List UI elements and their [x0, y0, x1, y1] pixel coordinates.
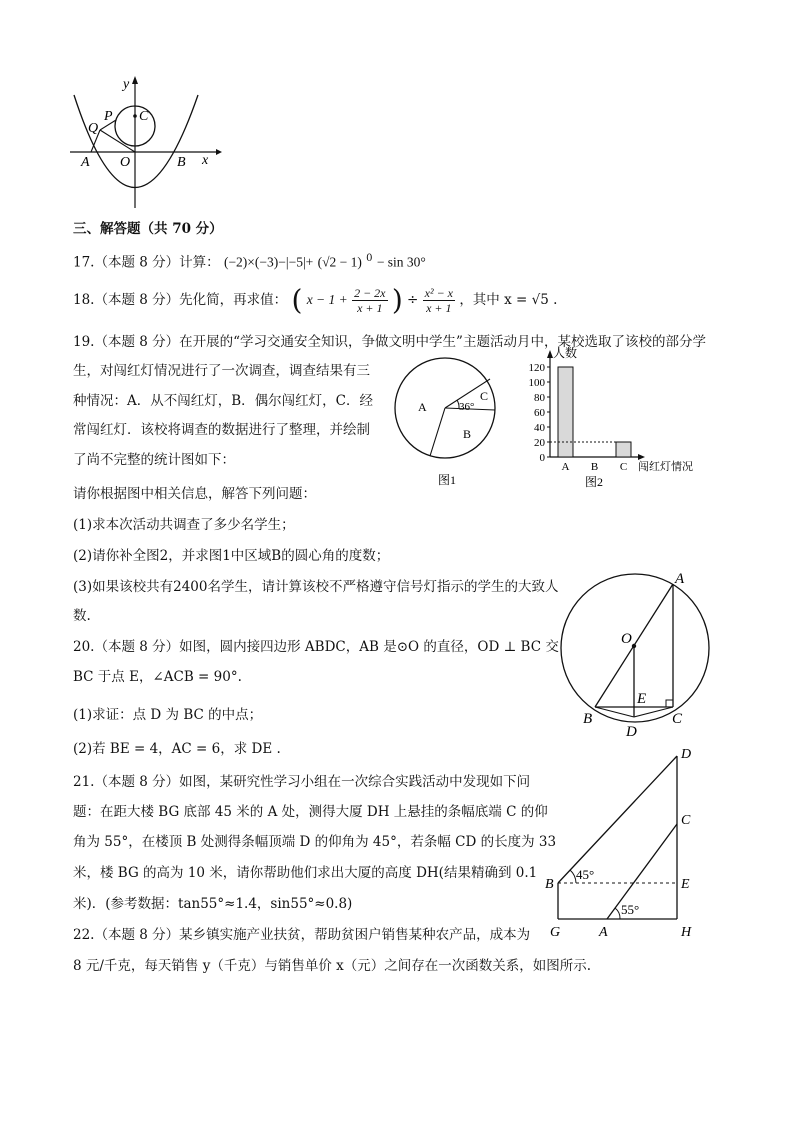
bar-x-arrow-icon — [638, 454, 645, 460]
q22-line2: 8 元/千克，每天销售 y（千克）与销售单价 x（元）之间存在一次函数关系，如图所示. — [73, 958, 592, 974]
bar-ytick-label: 100 — [528, 377, 545, 389]
question-18: 18.（本题 8 分）先化简，再求值： ( x − 1 + $\frac{2 - 2x}{x + 1}$ ) ÷ $\frac{\text{x² − x}}{x + 1}$ ，其中 x = √5 . — [73, 283, 558, 317]
q17-expr-b: − sin 30° — [376, 254, 426, 270]
label-c: C — [672, 711, 683, 727]
label-x: x — [202, 153, 209, 168]
q20-subq1: (1)求证：点 D 为 BC 的中点； — [73, 707, 263, 723]
q19-line3: 种情况：A．从不闯红灯，B．偶尔闯红灯，C．经 — [73, 393, 373, 409]
pie-label-b: B — [463, 427, 472, 441]
bar-caption: 图2 — [585, 475, 604, 489]
q18-lead: 18.（本题 8 分）先化简，再求值： — [73, 292, 288, 308]
q18-frac1-den: x + 1 — [357, 301, 383, 315]
parabola-curve — [74, 95, 198, 188]
q17-lead: 17.（本题 8 分）计算： — [73, 254, 220, 271]
parabola-figure — [68, 70, 228, 210]
bar-ytick-label: 120 — [528, 362, 545, 374]
q21-line5: 米)．(参考数据：tan55°≈1.4，sin55°≈0.8) — [73, 896, 353, 912]
q19-line1: 19.（本题 8 分）在开展的“学习交通安全知识，争做文明中学生”主题活动月中，某校选取了该校的部分学 — [73, 334, 706, 350]
segment-bd — [595, 707, 634, 717]
bar-category-label: B — [590, 461, 599, 473]
q21-line3: 角为 55°，在楼顶 B 处测得条幅顶端 D 的仰角为 45°，若条幅 CD 的长度为 33 — [73, 834, 557, 850]
q19-line4: 常闯红灯．该校将调查的数据进行了整理，并绘制 — [73, 422, 370, 438]
label-a: A — [599, 925, 608, 940]
q21-line2: 题：在距大楼 BG 底部 45 米的 A 处，测得大厦 DH 上悬挂的条幅底端 C 的仰 — [73, 804, 548, 820]
q19-subq1: (1)求本次活动共调查了多少名学生； — [73, 517, 295, 533]
label-c: C — [681, 813, 691, 828]
pie-radius-3 — [430, 408, 445, 456]
segment-dc — [634, 707, 673, 717]
label-o: O — [120, 155, 131, 170]
q22-line1: 22.（本题 8 分）某乡镇实施产业扶贫，帮助贫困户销售某种农产品，成本为 — [73, 927, 531, 943]
q21-line1: 21.（本题 8 分）如图，某研究性学习小组在一次综合实践活动中发现如下问 — [73, 774, 531, 790]
q18-frac2-den: x + 1 — [426, 301, 452, 315]
label-q: Q — [88, 121, 99, 136]
bar-c — [616, 442, 631, 457]
bar-chart — [520, 345, 720, 490]
question-17 — [73, 250, 426, 272]
label-angle45: 45° — [576, 867, 595, 882]
segment-qo — [100, 130, 135, 152]
q19-subq3a: (3)如果该校共有2400名学生，请计算该校不严格遵守信号灯指示的学生的大致人 — [73, 579, 559, 595]
right-angle-mark — [666, 700, 673, 707]
q18-frac2 — [423, 286, 455, 315]
bar-category-label: C — [619, 461, 628, 473]
q19-subq3b: 数. — [73, 608, 91, 624]
q19-subq2: (2)请你补全图2，并求图1中区域B的圆心角的度数； — [73, 548, 390, 564]
bar-ytick-label: 0 — [539, 452, 545, 464]
bar-ytick-label: 40 — [534, 422, 545, 434]
pie-figure — [390, 350, 510, 490]
q18-tail: ，其中 x = √5 . — [459, 292, 558, 308]
sightline-bd — [558, 756, 677, 883]
label-p: P — [104, 109, 113, 124]
center-o-dot — [632, 644, 636, 648]
q20-subq2: (2)若 BE = 4，AC = 6，求 DE . — [73, 741, 281, 757]
label-b: B — [177, 155, 186, 170]
bar-a — [558, 367, 573, 457]
x-axis-arrow-icon — [216, 149, 222, 155]
building-figure — [540, 742, 720, 940]
label-c: C — [139, 109, 149, 124]
q19-line5: 了尚不完整的统计图如下： — [73, 452, 235, 468]
q18-frac1-num: 2 − 2x — [354, 286, 386, 300]
label-h: H — [681, 925, 692, 940]
label-y: y — [123, 77, 130, 92]
q17-exp: 0 — [366, 253, 373, 264]
q17-paren: (√2 − 1) — [317, 254, 362, 270]
angle-arc-55 — [615, 908, 620, 919]
big-circle — [561, 574, 709, 722]
q21-line4: 米，楼 BG 的高为 10 米，请你帮助他们求出大厦的高度 DH(结果精确到 0.1 — [73, 865, 538, 881]
section-heading: 三、解答题（共 70 分） — [73, 221, 223, 237]
label-d: D — [681, 747, 692, 762]
center-dot — [133, 114, 137, 118]
y-axis-arrow-icon — [132, 76, 138, 84]
pie-caption: 图1 — [438, 473, 457, 487]
label-e: E — [681, 877, 690, 892]
circle-figure — [555, 570, 720, 740]
label-e: E — [637, 691, 647, 707]
q18-part1: x − 1 + — [306, 292, 348, 307]
bar-category-label: A — [561, 461, 570, 473]
q18-frac2-num: x² − x — [424, 286, 454, 300]
bar-ylabel: 人数 — [553, 346, 578, 360]
bar-ytick-label: 80 — [534, 392, 545, 404]
pie-label-c: C — [480, 389, 489, 403]
label-a: A — [675, 571, 685, 587]
sightline-ac — [607, 824, 677, 919]
bar-ytick-label: 60 — [534, 407, 545, 419]
q20-line2: BC 于点 E，∠ACB = 90°. — [73, 669, 242, 685]
q19-line6: 请你根据图中相关信息，解答下列问题： — [73, 486, 316, 502]
q19-line2: 生，对闯红灯情况进行了一次调查，调查结果有三 — [73, 363, 370, 379]
pie-label-a: A — [418, 400, 427, 414]
q17-expr-a: (−2)×(−3)−|−5|+ — [223, 254, 314, 270]
q18-div: ÷ — [407, 292, 419, 308]
label-a: A — [81, 155, 90, 170]
bar-ytick-label: 20 — [534, 437, 545, 449]
q20-line1: 20.（本题 8 分）如图，圆内接四边形 ABDC，AB 是⊙O 的直径，OD ⊥ BC 交 — [73, 639, 559, 655]
q18-frac1 — [352, 286, 387, 315]
label-angle55: 55° — [621, 902, 640, 917]
label-b: B — [545, 877, 554, 892]
label-b: B — [583, 711, 593, 727]
label-o: O — [621, 631, 632, 647]
label-g: G — [550, 925, 561, 940]
bar-xlabel: 闯红灯情况 — [638, 461, 693, 473]
label-d: D — [626, 724, 637, 740]
pie-label-angle: 36° — [459, 401, 475, 413]
